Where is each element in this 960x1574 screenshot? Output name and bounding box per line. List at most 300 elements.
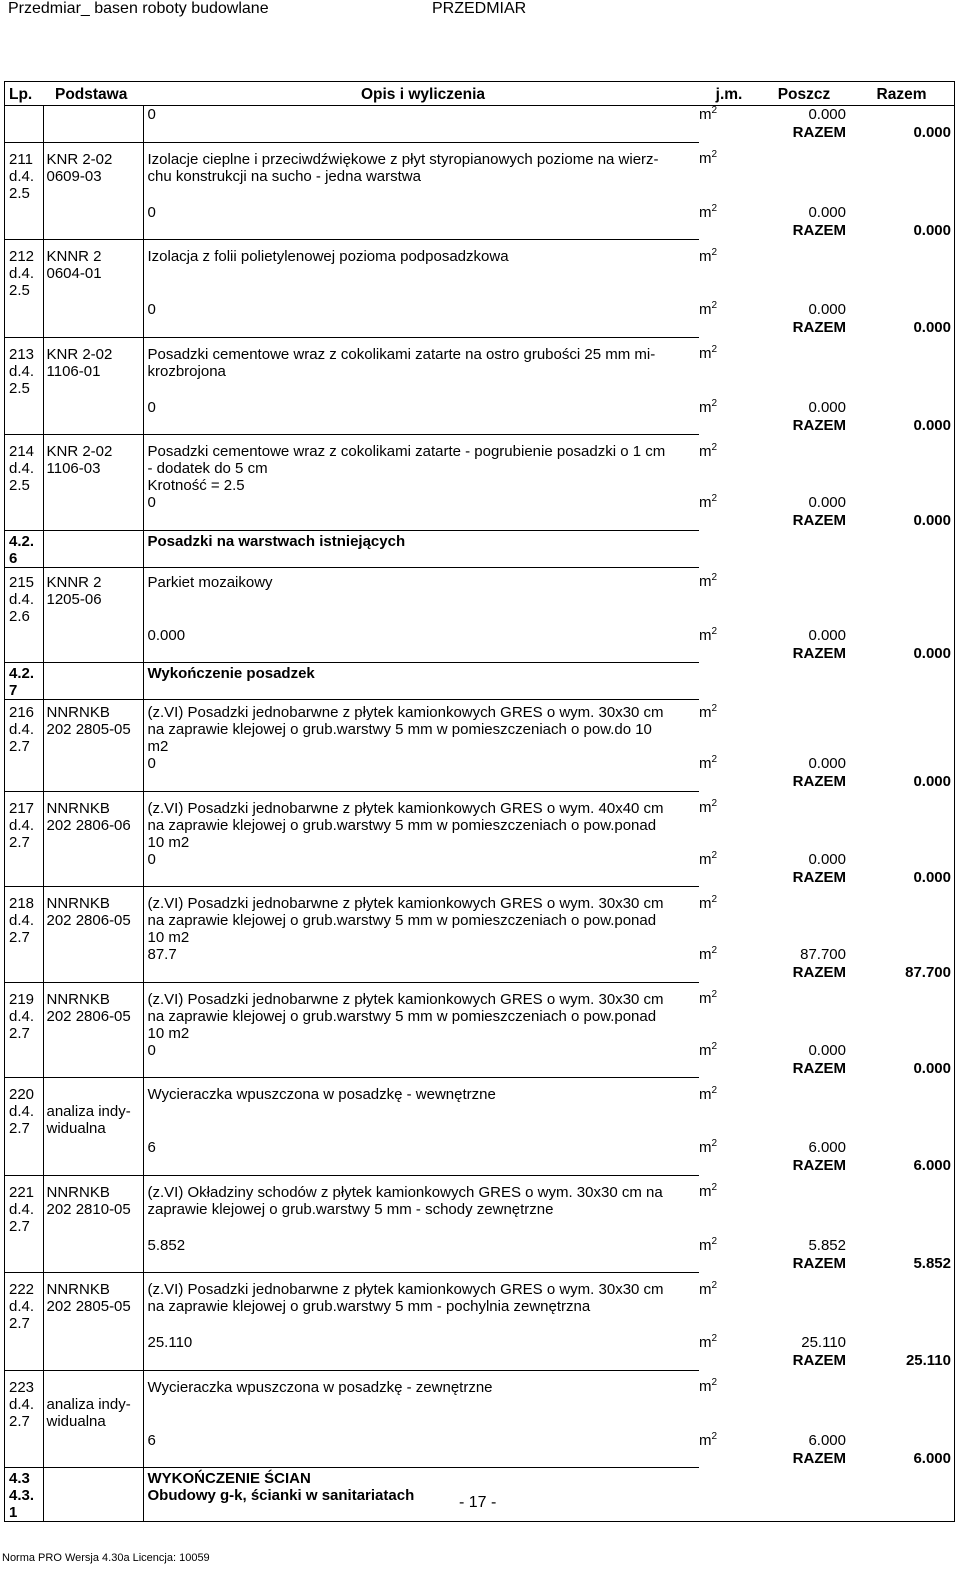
calc-row [5, 301, 954, 319]
calc-value: 87.7 [147, 946, 177, 963]
lp-cell [5, 1042, 43, 1060]
calc-unit: $m^2$ [699, 1235, 718, 1254]
 [849, 1237, 954, 1255]
table-row [5, 240, 954, 300]
calc-poszcz: 0.000 [808, 106, 846, 123]
 [699, 645, 759, 663]
 [143, 1352, 699, 1370]
razem-label: RAZEM [792, 512, 846, 529]
calc-row [5, 106, 954, 125]
lp-cell [5, 204, 43, 222]
 [759, 791, 849, 851]
table-row [5, 1370, 954, 1430]
 [849, 142, 954, 202]
 [699, 222, 759, 240]
calc-unit: $m^2$ [699, 1138, 718, 1156]
razem-value: 0.000 [913, 416, 951, 434]
razem-row [5, 1157, 954, 1175]
 [849, 663, 954, 700]
 [759, 337, 849, 397]
 [699, 319, 759, 337]
section-lp: 4.2. 6 [5, 530, 43, 567]
razem-value: 6.000 [913, 1449, 951, 1467]
calc-unit: $m^2$ [699, 300, 718, 318]
 [43, 663, 143, 700]
razem-row [5, 319, 954, 337]
item-unit: $m^2$ [699, 798, 718, 816]
lp-cell [5, 399, 43, 417]
 [849, 1175, 954, 1235]
item-unit: $m^2$ [699, 246, 718, 265]
lp-cell [5, 1432, 43, 1450]
basis-cell [43, 1237, 143, 1255]
item-unit: $m^2$ [699, 441, 718, 460]
razem-row [5, 222, 954, 240]
item-lp: 213 d.4. 2.5 [5, 337, 43, 397]
basis-cell [43, 1060, 143, 1078]
item-lp: 216 d.4. 2.7 [5, 700, 43, 756]
calc-value: 25.110 [147, 1334, 193, 1351]
 [759, 142, 849, 202]
lp-cell [5, 319, 43, 337]
calc-value: 6 [147, 1139, 156, 1156]
basis-cell [43, 1352, 143, 1370]
razem-row [5, 512, 954, 530]
col-jm: j.m. [699, 82, 759, 106]
item-description: Wycieraczka wpuszczona w posadzkę - wewnętrzne [143, 1078, 699, 1138]
item-basis: KNR 2-02 1106-01 [43, 337, 143, 397]
razem-row [5, 124, 954, 142]
razem-row [5, 869, 954, 887]
 [849, 301, 954, 319]
col-poszcz: Poszcz [759, 82, 849, 106]
 [143, 512, 699, 530]
calc-poszcz: 25.110 [801, 1334, 846, 1351]
calc-value: 5.852 [147, 1236, 186, 1254]
lp-cell [5, 1450, 43, 1468]
calc-value: 0 [147, 755, 156, 772]
item-basis: NNRNKB 202 2805-05 [43, 700, 143, 756]
calc-poszcz: 0.000 [808, 1041, 846, 1059]
lp-cell [5, 627, 43, 645]
lp-cell [5, 869, 43, 887]
calc-value: 0.000 [147, 626, 186, 644]
item-description: (z.VI) Posadzki jednobarwne z płytek kamionkowych GRES o wym. 40x40 cm na zaprawie klejowej o grub.warstwy 5 mm w pomieszczeniach o pow.ponad 10 m2 [143, 791, 699, 851]
 [849, 399, 954, 417]
calc-poszcz: 0.000 [808, 626, 846, 644]
 [759, 1273, 849, 1333]
table-row [5, 700, 954, 756]
item-lp: 212 d.4. 2.5 [5, 240, 43, 300]
section-row [5, 530, 954, 567]
 [143, 869, 699, 887]
razem-value: 0.000 [913, 512, 951, 529]
calc-row [5, 755, 954, 773]
table-row [5, 435, 954, 495]
calc-value: 0 [147, 301, 156, 318]
item-basis: NNRNKB 202 2805-05 [43, 1273, 143, 1333]
razem-label: RAZEM [792, 1254, 846, 1272]
calc-value: 0 [147, 203, 156, 221]
 [759, 1487, 849, 1521]
lp-cell [5, 851, 43, 869]
page-number: - 17 - [459, 1494, 497, 1511]
 [143, 417, 699, 435]
item-lp: 217 d.4. 2.7 [5, 791, 43, 851]
item-lp: 218 d.4. 2.7 [5, 887, 43, 947]
razem-label: RAZEM [792, 124, 846, 141]
item-basis: analiza indy- widualna [43, 1078, 143, 1138]
basis-cell [43, 1157, 143, 1175]
 [759, 700, 849, 756]
razem-value: 6.000 [913, 1157, 951, 1174]
license-info: Norma PRO Wersja 4.30a Licencja: 10059 [2, 1552, 210, 1564]
 [849, 1078, 954, 1138]
table-row [5, 982, 954, 1042]
item-basis: KNR 2-02 1106-03 [43, 435, 143, 495]
lp-cell [5, 1139, 43, 1157]
 [849, 887, 954, 947]
 [849, 1432, 954, 1450]
 [699, 1487, 759, 1521]
basis-cell [43, 1139, 143, 1157]
item-basis: NNRNKB 202 2810-05 [43, 1175, 143, 1235]
 [849, 106, 954, 125]
item-unit: $m^2$ [699, 1377, 718, 1395]
section-lp: 4.3. 1 [5, 1487, 43, 1521]
table-row [5, 1078, 954, 1138]
basis-cell [43, 319, 143, 337]
lp-cell [5, 1060, 43, 1078]
lp-cell [5, 755, 43, 773]
basis-cell [43, 512, 143, 530]
item-unit: $m^2$ [699, 1084, 718, 1103]
razem-label: RAZEM [792, 1449, 846, 1467]
basis-cell [43, 1255, 143, 1273]
basis-cell [43, 204, 143, 222]
 [849, 1273, 954, 1333]
item-basis: analiza indy- widualna [43, 1370, 143, 1430]
section-title: Posadzki na warstwach istniejących [143, 530, 699, 567]
 [759, 567, 849, 625]
col-podstawa: Podstawa [43, 82, 143, 106]
razem-label: RAZEM [792, 416, 846, 434]
 [849, 755, 954, 773]
calc-unit: $m^2$ [699, 754, 718, 772]
 [699, 417, 759, 435]
 [759, 887, 849, 947]
 [849, 627, 954, 645]
razem-value: 0.000 [913, 319, 951, 336]
lp-cell [5, 301, 43, 319]
table-row [5, 1273, 954, 1333]
 [143, 1157, 699, 1175]
 [759, 982, 849, 1042]
 [143, 645, 699, 663]
basis-cell [43, 1432, 143, 1450]
lp-cell [5, 124, 43, 142]
table-row [5, 567, 954, 625]
item-description: (z.VI) Posadzki jednobarwne z płytek kamionkowych GRES o wym. 30x30 cm na zaprawie klejowej o grub.warstwy 5 mm w pomieszczeniach o pow.do 10 m2 [143, 700, 699, 756]
razem-row [5, 1255, 954, 1273]
basis-cell [43, 946, 143, 964]
cost-table [5, 81, 954, 1521]
section-title: Obudowy g-k, ścianki w sanitariatach [147, 1487, 415, 1504]
calc-poszcz: 0.000 [808, 850, 846, 868]
col-razem: Razem [849, 82, 954, 106]
item-unit: $m^2$ [699, 149, 718, 167]
razem-value: 0.000 [913, 644, 951, 662]
item-description: Posadzki cementowe wraz z cokolikami zatarte - pogrubienie posadzki o 1 cm - dodatek do 5 cm Krotność = 2.5 [143, 435, 699, 495]
calc-poszcz: 0.000 [808, 755, 846, 772]
item-description: Posadzki cementowe wraz z cokolikami zatarte na ostro grubości 25 mm mi- krozbrojona [143, 337, 699, 397]
 [143, 1450, 699, 1468]
razem-row [5, 1352, 954, 1370]
 [759, 240, 849, 300]
 [759, 1370, 849, 1430]
calc-value: 0 [147, 494, 156, 511]
section-lp: 4.2. 7 [5, 663, 43, 700]
basis-cell [43, 106, 143, 125]
item-description: Izolacja z folii polietylenowej pozioma podposadzkowa [143, 240, 699, 300]
 [849, 204, 954, 222]
calc-row [5, 1432, 954, 1450]
lp-cell [5, 417, 43, 435]
calc-row [5, 204, 954, 222]
 [849, 1487, 954, 1521]
item-unit: $m^2$ [699, 989, 718, 1007]
item-basis: NNRNKB 202 2806-06 [43, 791, 143, 851]
section-title: WYKOŃCZENIE ŚCIAN [143, 1468, 699, 1488]
item-unit: $m^2$ [699, 1182, 718, 1200]
table-row [5, 887, 954, 947]
razem-label: RAZEM [792, 644, 846, 662]
 [849, 240, 954, 300]
calc-poszcz: 6.000 [808, 1431, 846, 1449]
lp-cell [5, 1237, 43, 1255]
calc-row [5, 1139, 954, 1157]
item-basis: KNNR 2 1205-06 [43, 567, 143, 625]
col-lp: Lp. [5, 82, 43, 106]
 [849, 530, 954, 567]
razem-label: RAZEM [792, 773, 846, 790]
lp-cell [5, 1334, 43, 1352]
 [759, 663, 849, 700]
razem-value: 0.000 [913, 773, 951, 790]
calc-row [5, 627, 954, 645]
 [143, 222, 699, 240]
 [849, 1468, 954, 1488]
razem-row [5, 1060, 954, 1078]
calc-unit: $m^2$ [699, 1040, 718, 1059]
calc-row [5, 1334, 954, 1352]
section-row [5, 1468, 954, 1488]
item-unit: $m^2$ [699, 1279, 718, 1298]
calc-poszcz: 6.000 [808, 1139, 846, 1156]
item-basis: NNRNKB 202 2806-05 [43, 982, 143, 1042]
item-lp: 214 d.4. 2.5 [5, 435, 43, 495]
razem-label: RAZEM [792, 221, 846, 239]
item-description: Wycieraczka wpuszczona w posadzkę - zewnętrzne [143, 1370, 699, 1430]
 [849, 1334, 954, 1352]
 [849, 946, 954, 964]
basis-cell [43, 1334, 143, 1352]
 [43, 1468, 143, 1488]
 [849, 1042, 954, 1060]
 [699, 1255, 759, 1273]
 [759, 1175, 849, 1235]
basis-cell [43, 645, 143, 663]
calc-value: 6 [147, 1431, 156, 1449]
section-row [5, 663, 954, 700]
item-description: (z.VI) Okładziny schodów z płytek kamionkowych GRES o wym. 30x30 cm na zaprawie klejowej o grub.warstwy 5 mm - schody zewnętrzne [143, 1175, 699, 1235]
basis-cell [43, 851, 143, 869]
basis-cell [43, 627, 143, 645]
lp-cell [5, 1157, 43, 1175]
 [143, 964, 699, 982]
 [699, 1060, 759, 1078]
 [849, 791, 954, 851]
 [699, 663, 759, 700]
item-basis: KNNR 2 0604-01 [43, 240, 143, 300]
item-lp: 219 d.4. 2.7 [5, 982, 43, 1042]
basis-cell [43, 1042, 143, 1060]
calc-unit: $m^2$ [699, 493, 718, 511]
calc-unit: $m^2$ [699, 105, 718, 123]
calc-row [5, 946, 954, 964]
razem-label: RAZEM [792, 319, 846, 336]
lp-cell [5, 964, 43, 982]
calc-poszcz: 0.000 [808, 398, 846, 416]
 [699, 964, 759, 982]
table-row [5, 142, 954, 202]
 [759, 435, 849, 495]
razem-label: RAZEM [792, 964, 846, 981]
item-lp: 222 d.4. 2.7 [5, 1273, 43, 1333]
 [143, 319, 699, 337]
item-lp: 211 d.4. 2.5 [5, 142, 43, 202]
razem-label: RAZEM [792, 868, 846, 886]
item-lp: 215 d.4. 2.6 [5, 567, 43, 625]
 [849, 337, 954, 397]
item-lp: 221 d.4. 2.7 [5, 1175, 43, 1235]
calc-value: 0 [147, 106, 156, 123]
section-title: Wykończenie posadzek [143, 663, 699, 700]
col-opis: Opis i wyliczenia [143, 82, 699, 106]
 [849, 851, 954, 869]
item-unit: $m^2$ [699, 344, 718, 362]
razem-label: RAZEM [792, 1352, 846, 1369]
razem-row [5, 1450, 954, 1468]
item-description: (z.VI) Posadzki jednobarwne z płytek kamionkowych GRES o wym. 30x30 cm na zaprawie klejowej o grub.warstwy 5 mm - pochylnia zewnętrzna [143, 1273, 699, 1333]
item-unit: $m^2$ [699, 702, 718, 721]
 [759, 1468, 849, 1488]
calc-value: 0 [147, 398, 156, 416]
lp-cell [5, 645, 43, 663]
item-unit: $m^2$ [699, 572, 718, 590]
basis-cell [43, 755, 143, 773]
table-header-row [5, 82, 954, 106]
 [699, 1468, 759, 1488]
lp-cell [5, 773, 43, 791]
 [849, 567, 954, 625]
calc-row [5, 494, 954, 512]
basis-cell [43, 964, 143, 982]
basis-cell [43, 494, 143, 512]
calc-unit: $m^2$ [699, 849, 718, 868]
item-description: Izolacje cieplne i przeciwdźwiękowe z płyt styropianowych poziome na wierz- chu konstrukcji na sucho - jedna warstwa [143, 142, 699, 202]
calc-row [5, 1237, 954, 1255]
razem-value: 5.852 [913, 1254, 951, 1272]
 [699, 773, 759, 791]
 [43, 530, 143, 567]
item-lp: 223 d.4. 2.7 [5, 1370, 43, 1430]
razem-value: 0.000 [913, 868, 951, 886]
razem-value: 25.110 [905, 1352, 951, 1369]
razem-value: 87.700 [905, 964, 951, 981]
 [143, 1255, 699, 1273]
lp-cell [5, 1255, 43, 1273]
calc-unit: $m^2$ [699, 945, 718, 963]
item-basis: NNRNKB 202 2806-05 [43, 887, 143, 947]
calc-value: 0 [147, 850, 156, 868]
basis-cell [43, 1450, 143, 1468]
calc-unit: $m^2$ [699, 625, 718, 644]
basis-cell [43, 124, 143, 142]
document-title: Przedmiar_ basen roboty budowlane [8, 0, 269, 17]
basis-cell [43, 869, 143, 887]
calc-poszcz: 0.000 [808, 494, 846, 511]
 [143, 1060, 699, 1078]
calc-unit: $m^2$ [699, 1333, 718, 1351]
lp-cell [5, 222, 43, 240]
basis-cell [43, 301, 143, 319]
calc-value: 0 [147, 1041, 156, 1059]
calc-unit: $m^2$ [699, 1430, 718, 1449]
item-description: (z.VI) Posadzki jednobarwne z płytek kamionkowych GRES o wym. 30x30 cm na zaprawie klejowej o grub.warstwy 5 mm w pomieszczeniach o pow.ponad 10 m2 [143, 887, 699, 947]
lp-cell [5, 512, 43, 530]
 [849, 982, 954, 1042]
 [143, 124, 699, 142]
 [143, 773, 699, 791]
 [699, 1157, 759, 1175]
 [849, 494, 954, 512]
razem-value: 0.000 [913, 221, 951, 239]
table-row [5, 337, 954, 397]
razem-value: 0.000 [913, 124, 951, 141]
 [43, 1487, 143, 1521]
calc-poszcz: 87.700 [800, 946, 846, 963]
calc-row [5, 851, 954, 869]
calc-poszcz: 0.000 [808, 203, 846, 221]
razem-label: RAZEM [792, 1059, 846, 1077]
 [849, 435, 954, 495]
 [849, 1370, 954, 1430]
item-lp: 220 d.4. 2.7 [5, 1078, 43, 1138]
 [699, 124, 759, 142]
razem-row [5, 964, 954, 982]
razem-value: 0.000 [913, 1059, 951, 1077]
 [759, 1078, 849, 1138]
basis-cell [43, 399, 143, 417]
document-type: PRZEDMIAR [432, 0, 527, 17]
 [759, 530, 849, 567]
section-lp: 4.3 [5, 1468, 43, 1488]
calc-unit: $m^2$ [699, 202, 718, 221]
 [699, 530, 759, 567]
lp-cell [5, 946, 43, 964]
 [699, 869, 759, 887]
